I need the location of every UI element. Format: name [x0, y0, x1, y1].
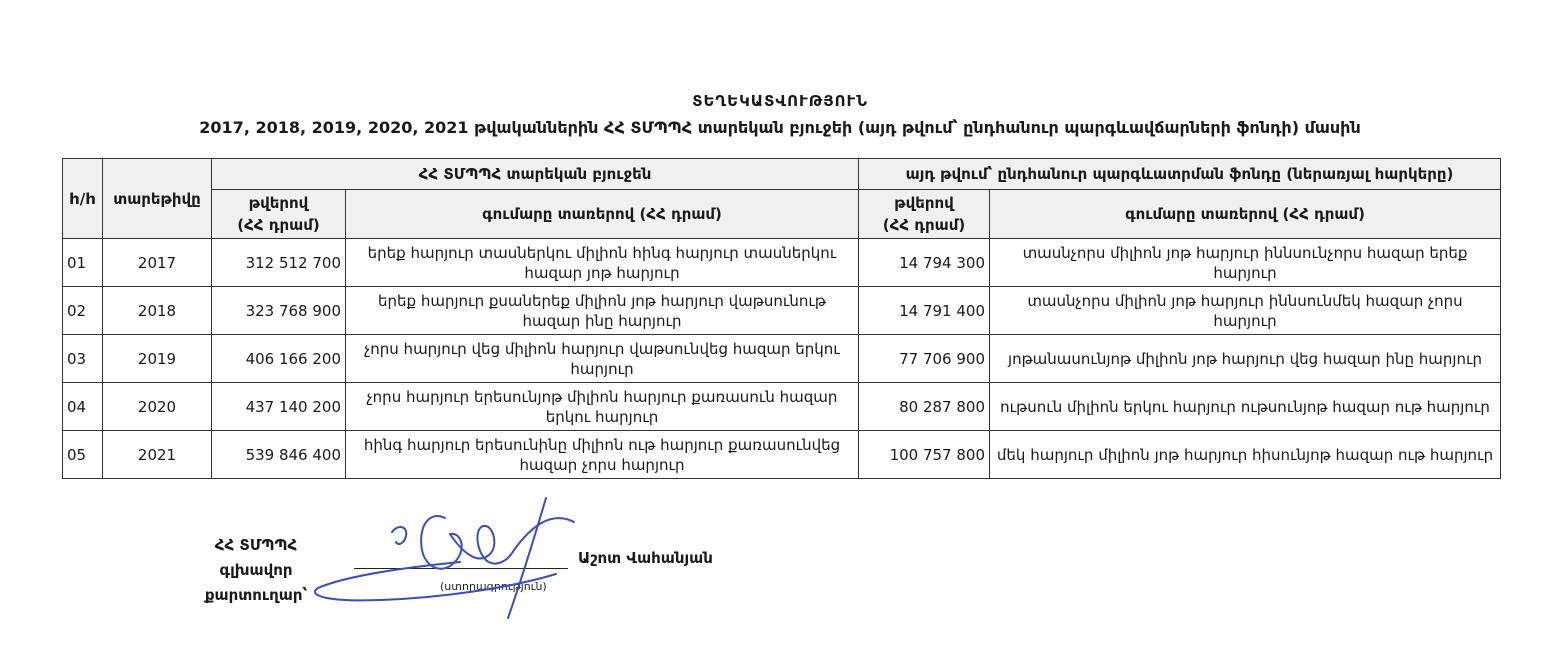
cell-year: 2020: [103, 383, 212, 431]
header-fund-digits: [859, 190, 990, 239]
header-num: h/h: [63, 159, 103, 239]
cell-fund-words: ութսուն միլիոն երկու հարյուր ութսունյոթ հազար ութ հարյուր: [990, 383, 1501, 431]
cell-fund-digits: 80 287 800: [859, 383, 990, 431]
cell-budget-words: երեք հարյուր քսաներեք միլիոն յոթ հարյուր վաթսունութ հազար ինը հարյուր: [346, 287, 859, 335]
table-row: [63, 383, 1501, 431]
cell-budget-digits: 406 166 200: [212, 335, 346, 383]
header-budget-digits: [212, 190, 346, 239]
cell-fund-digits: 77 706 900: [859, 335, 990, 383]
header-fund-words: գումարը տառերով (ՀՀ դրամ): [990, 190, 1501, 239]
header-digits-unit: (ՀՀ դրամ): [882, 216, 966, 234]
cell-fund-digits: 14 794 300: [859, 239, 990, 287]
cell-num: 03: [63, 335, 103, 383]
cell-budget-words: հինգ հարյուր երեսունինը միլիոն ութ հարյուր քառասունվեց հազար չորս հարյուր: [346, 431, 859, 479]
cell-num: 04: [63, 383, 103, 431]
cell-year: 2017: [103, 239, 212, 287]
cell-num: 02: [63, 287, 103, 335]
cell-num: 01: [63, 239, 103, 287]
cell-budget-words: չորս հարյուր վեց միլիոն հարյուր վաթսունվեց հազար երկու հարյուր: [346, 335, 859, 383]
table-row: [63, 287, 1501, 335]
cell-budget-digits: 323 768 900: [212, 287, 346, 335]
cell-year: 2021: [103, 431, 212, 479]
header-year: տարեթիվը: [103, 159, 212, 239]
cell-fund-words: տասնչորս միլիոն յոթ հարյուր իննսունմեկ հազար չորս հարյուր: [990, 287, 1501, 335]
cell-budget-digits: 539 846 400: [212, 431, 346, 479]
cell-fund-words: յոթանասունյոթ միլիոն յոթ հարյուր վեց հազար ինը հարյուր: [990, 335, 1501, 383]
cell-fund-words: տասնչորս միլիոն յոթ հարյուր իննսունչորս հազար երեք հարյուր: [990, 239, 1501, 287]
handwritten-signature: [310, 488, 590, 628]
cell-year: 2019: [103, 335, 212, 383]
table-row: [63, 431, 1501, 479]
document-title: ՏԵՂԵԿԱՏՎՈՒԹՅՈՒՆ: [692, 92, 868, 110]
header-budget-group: ՀՀ ՏՄՊՊՀ տարեկան բյուջեն: [212, 159, 859, 190]
cell-budget-digits: 437 140 200: [212, 383, 346, 431]
signatory-position: գլխավոր քարտուղար՝: [204, 561, 308, 604]
table-row: [63, 239, 1501, 287]
header-digits-label: թվերով: [894, 194, 954, 212]
header-budget-words: գումարը տառերով (ՀՀ դրամ): [346, 190, 859, 239]
cell-budget-words: երեք հարյուր տասներկու միլիոն հինգ հարյուր տասներկու հազար յոթ հարյուր: [346, 239, 859, 287]
signatory-org: ՀՀ ՏՄՊՊՀ: [214, 536, 298, 554]
cell-fund-digits: 14 791 400: [859, 287, 990, 335]
signature-caption: (ստորագրություն): [440, 580, 547, 593]
header-fund-group: այդ թվում՝ ընդհանուր պարգևատրման ֆոնդը (ներառյալ հարկերը): [859, 159, 1501, 190]
cell-budget-words: չորս հարյուր երեսունյոթ միլիոն հարյուր քառասուն հազար երկու հարյուր: [346, 383, 859, 431]
cell-fund-digits: 100 757 800: [859, 431, 990, 479]
header-digits-unit: (ՀՀ դրամ): [237, 216, 320, 234]
cell-fund-words: մեկ հարյուր միլիոն յոթ հարյուր հիսունյոթ հազար ութ հարյուր: [990, 431, 1501, 479]
signatory-name: Աշոտ Վահանյան: [578, 549, 713, 567]
cell-budget-digits: 312 512 700: [212, 239, 346, 287]
header-digits-label: թվերով: [248, 194, 309, 212]
table-row: [63, 335, 1501, 383]
document-subtitle: 2017, 2018, 2019, 2020, 2021 թվականներին ՀՀ ՏՄՊՊՀ տարեկան բյուջեի (այդ թվում՝ ընդհանուր պարգևավճարների ֆոնդի) մասին: [199, 118, 1361, 137]
budget-table: [62, 158, 1501, 479]
cell-year: 2018: [103, 287, 212, 335]
cell-num: 05: [63, 431, 103, 479]
